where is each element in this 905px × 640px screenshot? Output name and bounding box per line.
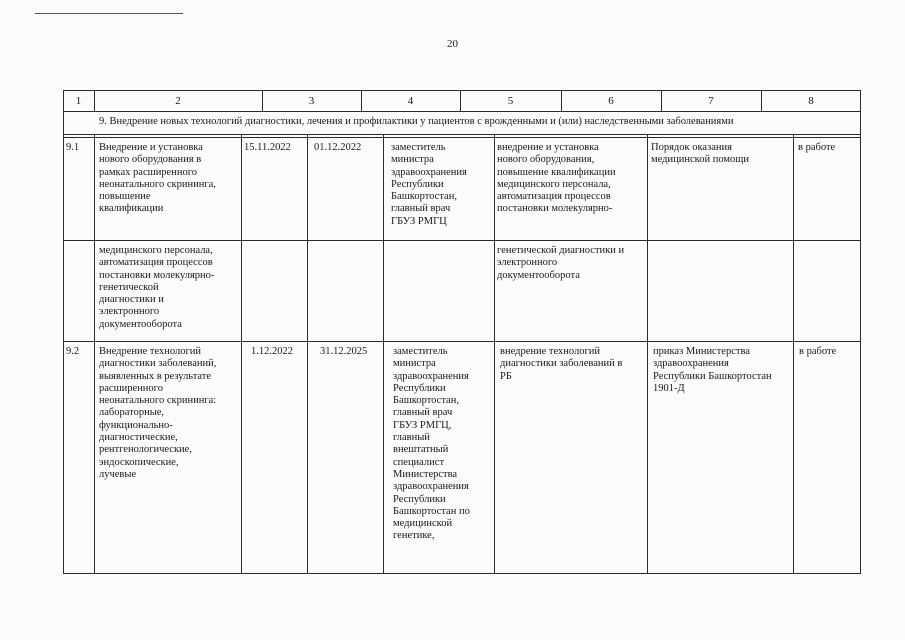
col-header-4: 4 <box>407 95 414 107</box>
page-number: 20 <box>447 38 458 50</box>
plan-table <box>63 90 861 574</box>
header-rule <box>35 13 183 14</box>
row-9-1-status: в работе <box>798 142 836 153</box>
row-9-2-responsible: заместитель министра здравоохранения Республики Башкортостан, главный врач ГБУЗ РМГЦ, главный внештатный специалист Министерства здравоохранения Республики Башкортостан по медицинской генетике, <box>393 346 470 542</box>
col-header-6: 6 <box>608 95 614 107</box>
row-9-1-end: 01.12.2022 <box>314 142 362 153</box>
col-header-5: 5 <box>507 95 514 107</box>
col-header-3: 3 <box>308 95 315 107</box>
row-9-2-start: 1.12.2022 <box>251 346 293 357</box>
row-9-2-num: 9.2 <box>66 346 80 357</box>
row-9-2-end: 31.12.2025 <box>320 346 368 357</box>
row-9-1-start: 15.11.2022 <box>244 142 291 153</box>
col-header-7: 7 <box>708 95 714 107</box>
col-header-8: 8 <box>808 95 814 107</box>
row-9-1-document: Порядок оказания медицинской помощи <box>651 142 749 166</box>
col-header-2: 2 <box>175 95 181 107</box>
row-9-1-responsible: заместитель министра здравоохранения Республики Башкортостан, главный врач ГБУЗ РМГЦ <box>391 142 467 227</box>
row-9-1-result: внедрение и установка нового оборудования, повышение квалификации медицинского персонала, автоматизация процессов постановки молекулярно- <box>497 142 616 215</box>
row-9-2-status: в работе <box>799 346 837 357</box>
section-title: 9. Внедрение новых технологий диагностики, лечения и профилактики у пациентов с врожденными и (или) наследственными заболеваниями <box>99 116 734 127</box>
row-9-2-name: Внедрение технологий диагностики заболеваний, выявленных в результате расширенного неонатального скрининга: лабораторные, функционально- диагностические, рентгенологические, эндоскопические, лучевые <box>99 346 217 480</box>
col-header-1: 1 <box>75 95 82 107</box>
row-9-1-cont-result: генетической диагностики и электронного документооборота <box>497 245 625 281</box>
row-9-1-cont-name: медицинского персонала, автоматизация процессов постановки молекулярно- генетической диагностики и электронного документооборота <box>99 245 215 330</box>
row-9-2-result: внедрение технологий диагностики заболеваний в РБ <box>500 346 623 382</box>
row-9-2-document: приказ Министерства здравоохранения Республики Башкортостан 1901-Д <box>653 346 772 394</box>
row-9-1-num: 9.1 <box>66 142 80 153</box>
row-9-1-name: Внедрение и установка нового оборудования в рамках расширенного неонатального скрининга, повышение квалификации <box>99 142 216 215</box>
